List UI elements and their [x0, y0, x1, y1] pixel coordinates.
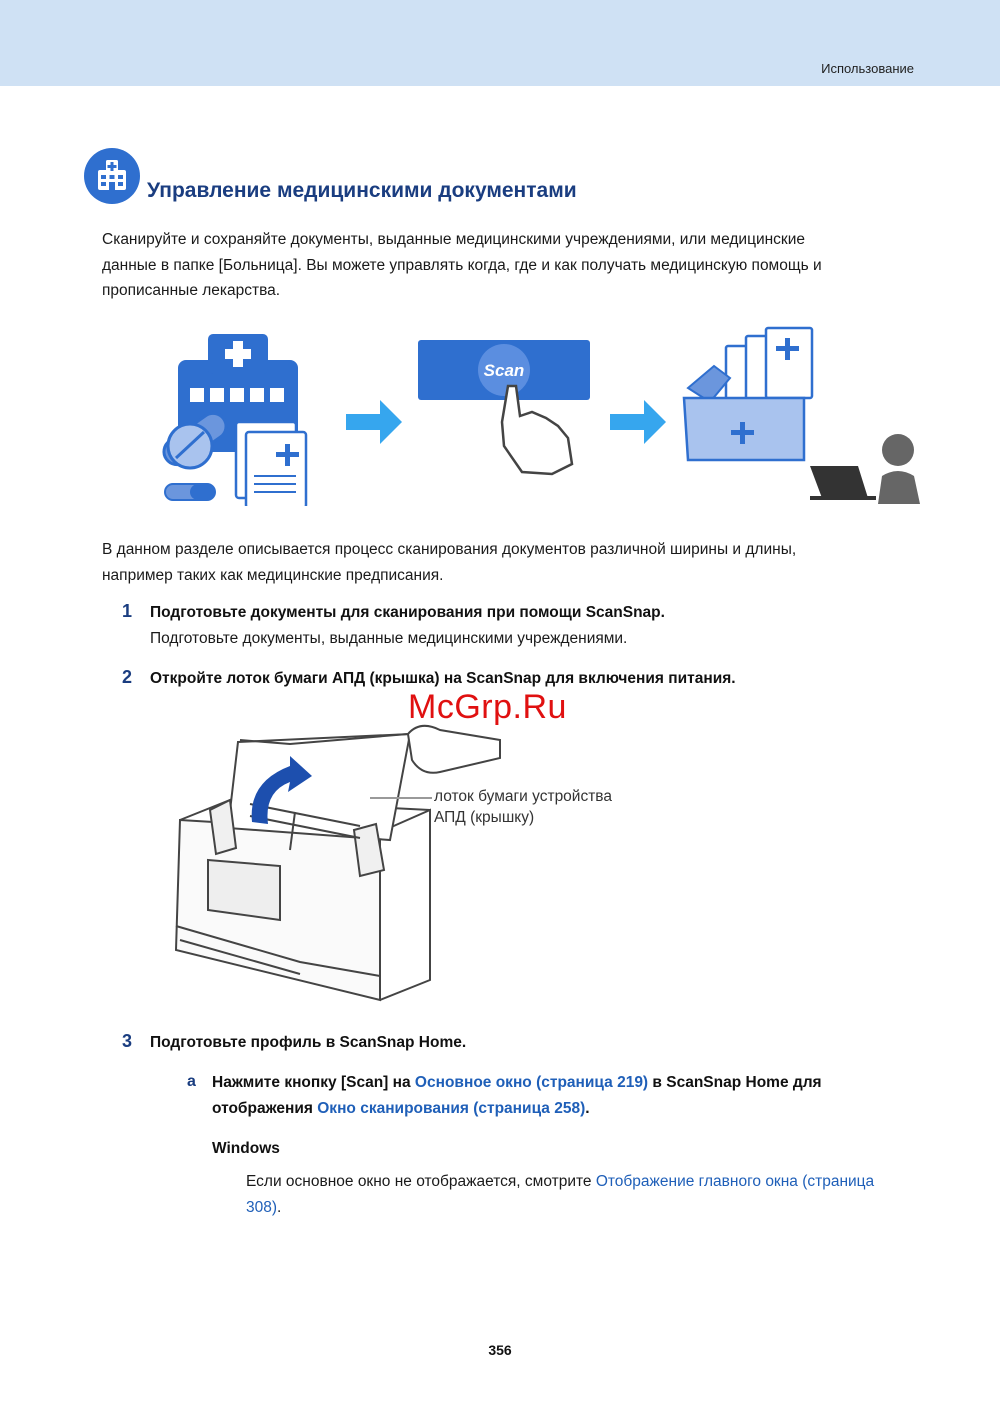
substep-text-part: .	[585, 1099, 590, 1117]
substep-letter: a	[187, 1073, 196, 1090]
section-title: Управление медицинскими документами	[147, 179, 577, 202]
arrow-right-icon	[610, 400, 666, 444]
windows-text	[246, 1169, 886, 1220]
intro-line: Сканируйте и сохраняйте документы, выданные медицинскими учреждениями, или медицинские	[102, 231, 805, 248]
substep-text-part: Нажмите кнопку [Scan] на	[212, 1074, 415, 1091]
step-number: 2	[122, 667, 133, 687]
scan-button-label: Scan	[483, 361, 525, 380]
person-with-laptop-icon	[810, 434, 920, 504]
intro-line: прописанные лекарства.	[102, 282, 281, 299]
show-main-window-link[interactable]: Отображение главного окна (страница 308)	[246, 1173, 875, 1216]
step-number: 3	[122, 1031, 133, 1051]
substep-text-part: в ScanSnap Home для отображения	[212, 1074, 822, 1117]
main-window-link[interactable]: Основное окно (страница 219)	[414, 1074, 649, 1091]
description-line: например таких как медицинские предписания.	[102, 566, 444, 584]
description-line: В данном разделе описывается процесс сканирования документов различной ширины и длины,	[102, 541, 797, 558]
intro-line: данные в папке [Больница]. Вы можете управлять когда, где и как получать медицинскую помощь и	[102, 256, 822, 274]
tray-callout-line: АПД (крышку)	[434, 809, 535, 826]
scan-window-link[interactable]: Окно сканирования (страница 258)	[317, 1099, 586, 1117]
step-subtext: Подготовьте документы, выданные медицинскими учреждениями.	[150, 630, 628, 647]
tray-callout-line: лоток бумаги устройства	[434, 788, 612, 805]
folder-icon	[684, 328, 812, 460]
hospital-icon	[84, 148, 140, 204]
step-text: Подготовьте профиль в ScanSnap Home.	[150, 1034, 467, 1051]
arrow-right-icon	[346, 400, 402, 444]
substep-text	[212, 1070, 912, 1121]
step-text: Подготовьте документы для сканирования при помощи ScanSnap.	[150, 604, 665, 621]
tray-callout	[434, 786, 664, 828]
description-paragraph	[102, 537, 902, 588]
step-text: Откройте лоток бумаги АПД (крышка) на ScanSnap для включения питания.	[150, 670, 736, 687]
intro-paragraph	[102, 227, 902, 304]
page-number: 356	[488, 1342, 512, 1358]
scan-button-illustration	[418, 340, 590, 400]
windows-text-part: Если основное окно не отображается, смотрите	[246, 1173, 596, 1190]
windows-text-part: .	[277, 1198, 282, 1216]
header-section-label: Использование	[821, 61, 914, 76]
workflow-illustration	[110, 326, 930, 506]
watermark: McGrp.Ru	[408, 688, 567, 726]
windows-label: Windows	[212, 1140, 280, 1157]
scanner-illustration	[140, 700, 660, 1020]
medical-document-icon	[236, 422, 306, 506]
pills-icon	[159, 408, 231, 500]
step-number: 1	[122, 601, 133, 621]
